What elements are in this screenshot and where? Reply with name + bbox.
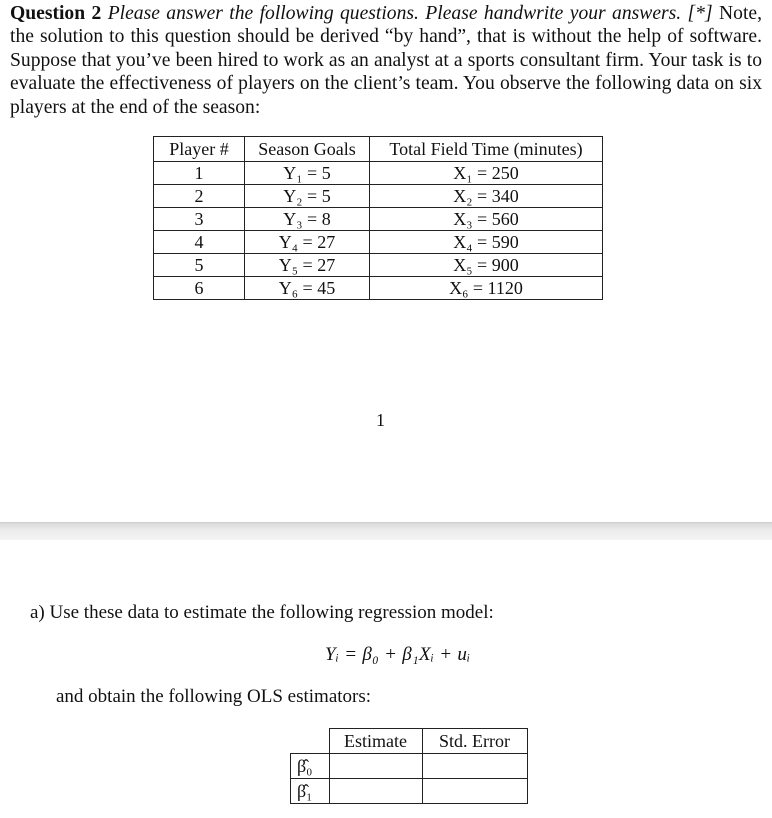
header-estimate: Estimate bbox=[329, 729, 422, 754]
player-cell: 2 bbox=[154, 185, 245, 208]
goals-cell: Y₄ = 27 bbox=[245, 231, 370, 254]
player-cell: 1 bbox=[154, 162, 245, 185]
question-heading: Question 2 bbox=[10, 3, 102, 24]
question-body: Note, the solution to this question should be derived “by hand”, that is without the help of software. Suppose that you’ve been hired to work as an analyst at a sports consultant firm. Your task is to evaluate the effectiveness of players on the client’s team. You observe the following data on six players at the end of the season: bbox=[10, 3, 762, 118]
time-cell: X₃ = 560 bbox=[370, 208, 603, 231]
time-cell: X₄ = 590 bbox=[370, 231, 603, 254]
beta0-label: β̂₀ bbox=[291, 754, 330, 779]
beta1-estimate-cell[interactable] bbox=[329, 779, 422, 804]
time-cell: X₁ = 250 bbox=[370, 162, 603, 185]
player-data-table bbox=[153, 136, 603, 300]
table-row bbox=[154, 254, 603, 277]
page-number: 1 bbox=[376, 410, 385, 430]
time-cell: X₅ = 900 bbox=[370, 254, 603, 277]
header-field-time: Total Field Time (minutes) bbox=[370, 137, 603, 162]
goals-cell: Y₅ = 27 bbox=[245, 254, 370, 277]
time-cell: X₂ = 340 bbox=[370, 185, 603, 208]
table-row bbox=[291, 754, 528, 779]
document-page-2 bbox=[0, 540, 772, 818]
goals-cell: Y₆ = 45 bbox=[245, 277, 370, 300]
ols-estimates-table bbox=[290, 728, 528, 804]
goals-cell: Y₃ = 8 bbox=[245, 208, 370, 231]
table-row bbox=[154, 162, 603, 185]
goals-cell: Y₂ = 5 bbox=[245, 185, 370, 208]
part-a-prompt: a) Use these data to estimate the following regression model: bbox=[30, 602, 494, 623]
regression-equation: Yᵢ = β₀ + β₁Xᵢ + uᵢ bbox=[325, 644, 471, 665]
table-row bbox=[154, 277, 603, 300]
beta1-label: β̂₁ bbox=[291, 779, 330, 804]
table-row bbox=[154, 185, 603, 208]
beta0-estimate-cell[interactable] bbox=[329, 754, 422, 779]
table-row bbox=[154, 208, 603, 231]
goals-cell: Y₁ = 5 bbox=[245, 162, 370, 185]
player-cell: 3 bbox=[154, 208, 245, 231]
player-cell: 4 bbox=[154, 231, 245, 254]
header-season-goals: Season Goals bbox=[245, 137, 370, 162]
header-player: Player # bbox=[154, 137, 245, 162]
table-header-row bbox=[291, 729, 528, 754]
question-paragraph bbox=[10, 2, 762, 119]
ols-instruction: and obtain the following OLS estimators: bbox=[56, 686, 372, 707]
player-cell: 5 bbox=[154, 254, 245, 277]
time-cell: X₆ = 1120 bbox=[370, 277, 603, 300]
page-separator bbox=[0, 522, 772, 541]
header-std-error: Std. Error bbox=[422, 729, 527, 754]
table-row bbox=[291, 779, 528, 804]
player-cell: 6 bbox=[154, 277, 245, 300]
table-header-row bbox=[154, 137, 603, 162]
beta0-stderr-cell[interactable] bbox=[422, 754, 527, 779]
table-row bbox=[154, 231, 603, 254]
corner-cell bbox=[291, 729, 330, 754]
beta1-stderr-cell[interactable] bbox=[422, 779, 527, 804]
question-instruction: Please answer the following questions. Please handwrite your answers. [*] bbox=[107, 3, 713, 24]
